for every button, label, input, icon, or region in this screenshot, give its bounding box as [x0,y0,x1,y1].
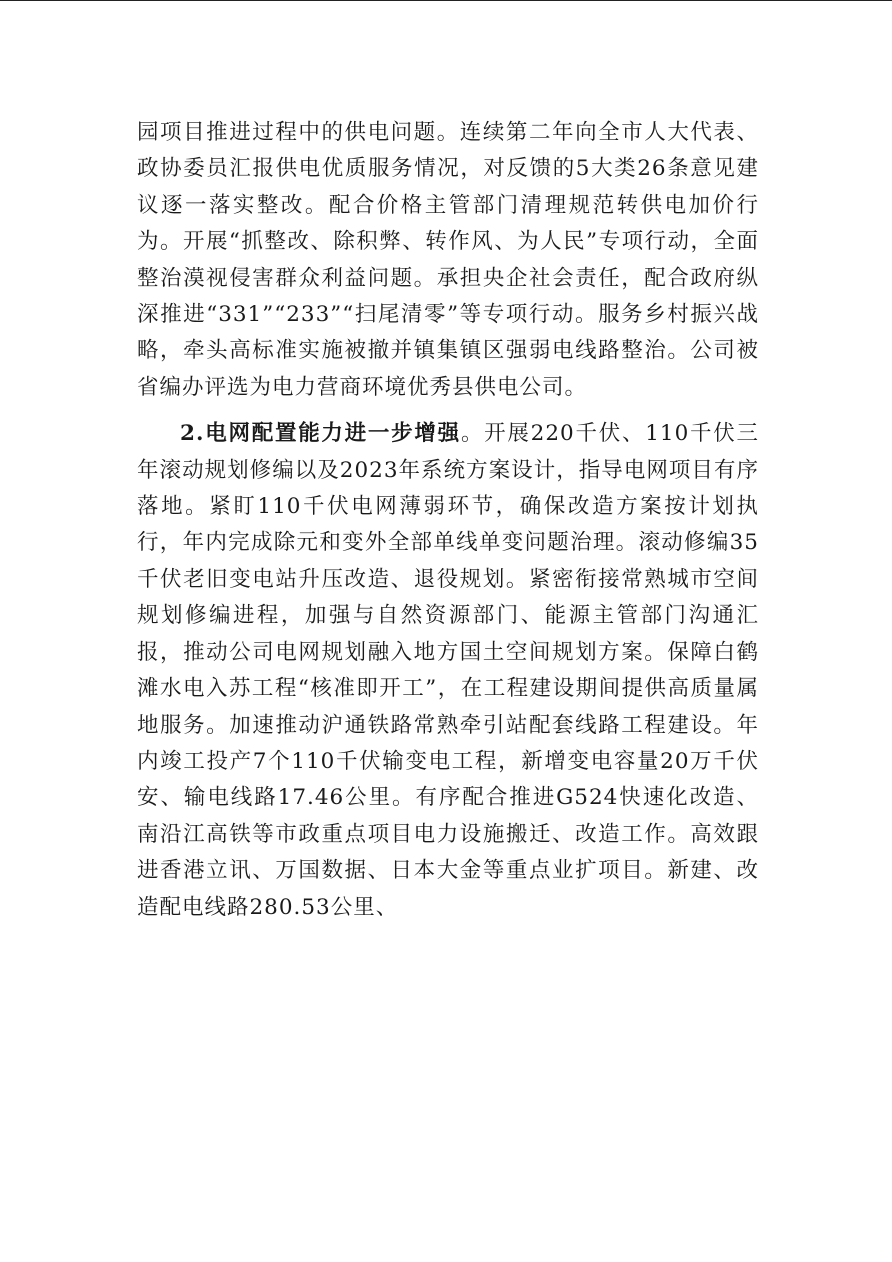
section-heading-inline: 2.电网配置能力进一步增强 [180,421,461,447]
document-body [137,115,759,926]
paragraph-grid-capacity [137,416,759,926]
paragraph-continuation: 园项目推进过程中的供电问题。连续第二年向全市人大代表、政协委员汇报供电优质服务情况，对反馈的5大类26条意见建议逐一落实整改。配合价格主管部门清理规范转供电加价行为。开展“抓整改、除积弊、转作风、为人民”专项行动，全面整治漠视侵害群众利益问题。承担央企社会责任，配合政府纵深推进“331”“233”“扫尾清零”等专项行动。服务乡村振兴战略，牵头高标准实施被撤并镇集镇区强弱电线路整治。公司被省编办评选为电力营商环境优秀县供电公司。 [137,120,759,400]
paragraph-body: 。开展220千伏、110千伏三年滚动规划修编以及2023年系统方案设计，指导电网项目有序落地。紧盯110千伏电网薄弱环节，确保改造方案按计划执行，年内完成除元和变外全部单线单变问题治理。滚动修编35千伏老旧变电站升压改造、退役规划。紧密衔接常熟城市空间规划修编进程，加强与自然资源部门、能源主管部门沟通汇报，推动公司电网规划融入地方国土空间规划方案。保障白鹤滩水电入苏工程“核准即开工”，在工程建设期间提供高质量属地服务。加速推动沪通铁路常熟牵引站配套线路工程建设。年内竣工投产7个110千伏输变电工程，新增变电容量20万千伏安、输电线路17.46公里。有序配合推进G524快速化改造、南沿江高铁等市政重点项目电力设施搬迁、改造工作。高效跟进香港立讯、万国数据、日本大金等重点业扩项目。新建、改造配电线路280.53公里、 [137,421,759,920]
